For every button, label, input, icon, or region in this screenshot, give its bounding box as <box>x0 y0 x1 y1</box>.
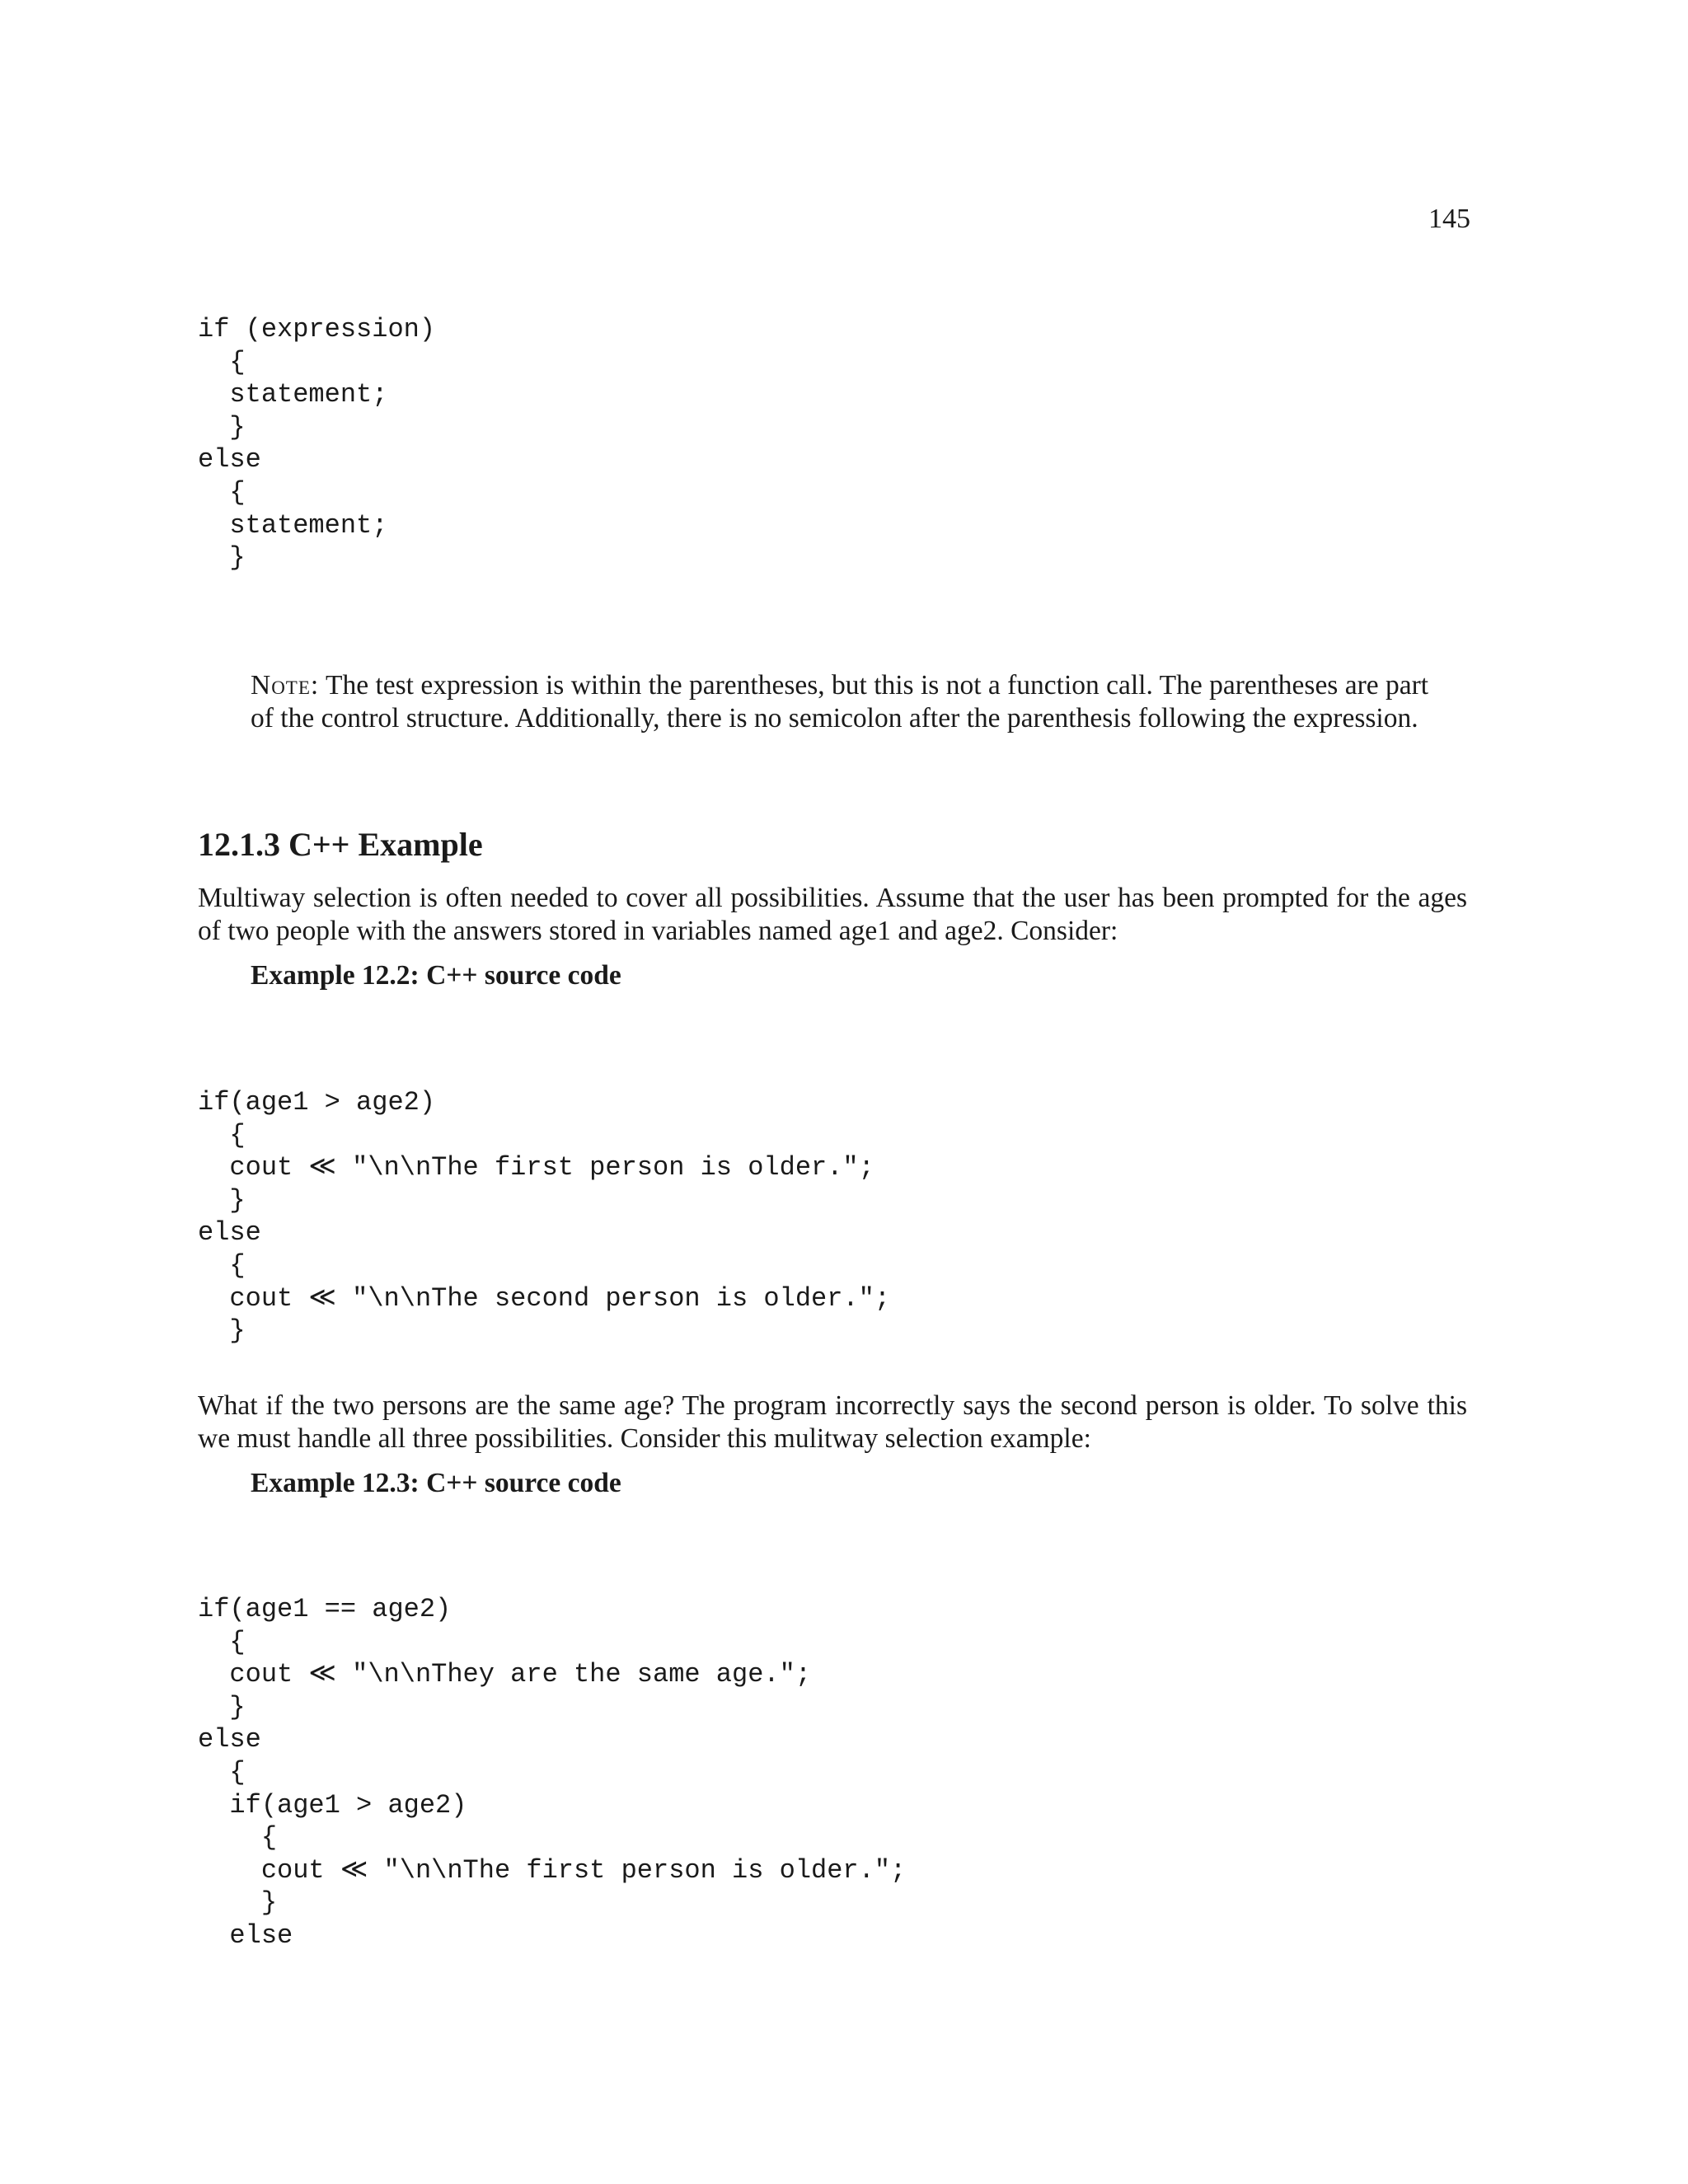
note-label: Note: <box>251 670 320 701</box>
body-paragraph-multiway: Multiway selection is often needed to cover all possibilities. Assume that the user has been prompted for the ages of two people with the answers stored in variables named age1 and age2. Consider: <box>198 883 1467 946</box>
note-text: The test expression is within the parentheses, but this is not a function call. The parentheses are part of the control structure. Additionally, there is no semicolon after the parenthesis following the expression. <box>251 670 1429 733</box>
page-number: 145 <box>1428 204 1470 234</box>
note-paragraph <box>251 669 1437 735</box>
body-paragraph-same-age: What if the two persons are the same age? The program incorrectly says the second person is older. To solve this we must handle all three possibilities. Consider this mulitway selection example: <box>198 1390 1467 1454</box>
example-caption-12-3: Example 12.3: C++ source code <box>251 1468 621 1498</box>
section-heading: 12.1.3 C++ Example <box>198 826 483 863</box>
code-block-example-12-2: if(age1 > age2) { cout ≪ "\n\nThe first person is older."; } else { cout ≪ "\n\nThe second person is older."; } <box>198 1087 891 1347</box>
code-block-if-else-syntax: if (expression) { statement; } else { statement; } <box>198 314 436 574</box>
code-block-example-12-3: if(age1 == age2) { cout ≪ "\n\nThey are the same age."; } else { if(age1 > age2) { cout ≪ "\n\nThe first person is older."; } else <box>198 1594 907 1951</box>
example-caption-12-2: Example 12.2: C++ source code <box>251 960 621 991</box>
